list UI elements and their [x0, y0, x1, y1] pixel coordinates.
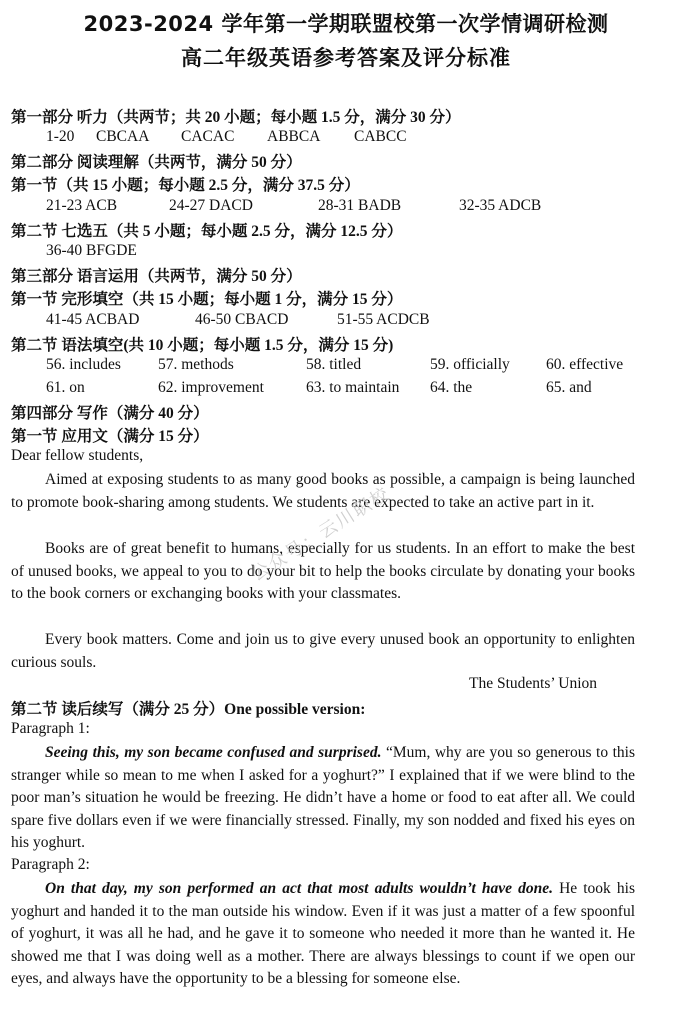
- continuation-paragraph-1: Seeing this, my son became confused and surprised. “Mum, why are you so generous to this stranger while so mean to me when I asked for a yoghurt?” I explained that if we were blind to the poor man’s situation he would be freezing. He didn’t have a home or food to eat after all. We could spare five dollars even if we were financially stressed. Finally, my son nodded and fixed his eyes on his yoghurt.: [11, 744, 635, 852]
- letter-signature: The Students’ Union: [469, 675, 598, 692]
- grammar-answer: 64. the: [430, 379, 473, 396]
- part4-section2-heading: 第二节 读后续写（满分 25 分）One possible version:: [11, 701, 366, 718]
- watermark: 公众号：云川职校: [247, 482, 395, 586]
- grammar-answer: 58. titled: [306, 356, 362, 373]
- part1-answer-group: CBCAA: [96, 128, 150, 145]
- part2-answer-group: 21-23 ACB: [46, 197, 118, 214]
- document-subtitle: 高二年级英语参考答案及评分标准: [181, 46, 511, 70]
- part2-section2-heading: 第二节 七选五（共 5 小题；每小题 2.5 分，满分 12.5 分）: [11, 223, 403, 240]
- part1-range: 1-20: [46, 128, 75, 145]
- part3-answer-group: 46-50 CBACD: [195, 311, 289, 328]
- part1-answer-group: CABCC: [354, 128, 407, 145]
- grammar-answer: 62. improvement: [158, 379, 264, 396]
- grammar-answer: 59. officially: [430, 356, 510, 373]
- part2-section1-heading: 第一节（共 15 小题；每小题 2.5 分，满分 37.5 分）: [11, 177, 360, 194]
- part1-answer-group: ABBCA: [267, 128, 321, 145]
- paragraph1-label: Paragraph 1:: [11, 720, 90, 737]
- part2-answer-group: 24-27 DACD: [169, 197, 253, 214]
- document-title: 2023-2024 学年第一学期联盟校第一次学情调研检测: [83, 12, 609, 36]
- part1-heading: 第一部分 听力（共两节；共 20 小题；每小题 1.5 分，满分 30 分）: [11, 109, 461, 126]
- part2-heading: 第二部分 阅读理解（共两节，满分 50 分）: [11, 154, 302, 171]
- grammar-answer: 60. effective: [546, 356, 624, 373]
- part1-answer-group: CACAC: [181, 128, 235, 145]
- letter-paragraph: Every book matters. Come and join us to give every unused book an opportunity to enlighten curious souls.: [11, 631, 635, 671]
- part4-section1-heading: 第一节 应用文（满分 15 分）: [11, 428, 209, 445]
- part2-answer-group: 36-40 BFGDE: [46, 242, 137, 259]
- grammar-answer: 63. to maintain: [306, 379, 400, 396]
- part4-heading: 第四部分 写作（满分 40 分）: [11, 405, 209, 422]
- continuation-paragraph-2: On that day, my son performed an act that most adults wouldn’t have done. He took his yoghurt and handed it to the man outside his window. Even if it was just a matter of a few spoonful of yoghurt, it was all he had, and he gave it to someone who needed it more than he wanted it. He showed me that I was doing well as a mother. There are always blessings to count if we open our eyes, and always have the opportunity to be a blessing for someone else.: [11, 880, 636, 988]
- letter-paragraph: Aimed at exposing students to as many good books as possible, a campaign is being launched to promote book-sharing among students. We students are expected to take an active part in it.: [11, 471, 635, 511]
- grammar-answer: 56. includes: [46, 356, 121, 373]
- part3-answer-group: 41-45 ACBAD: [46, 311, 140, 328]
- part2-answer-group: 32-35 ADCB: [459, 197, 542, 214]
- part2-answer-group: 28-31 BADB: [318, 197, 402, 214]
- part3-section2-heading: 第二节 语法填空(共 10 小题；每小题 1.5 分，满分 15 分): [11, 337, 394, 354]
- part3-answer-group: 51-55 ACDCB: [337, 311, 430, 328]
- grammar-answer: 57. methods: [158, 356, 234, 373]
- letter-greeting: Dear fellow students,: [11, 447, 144, 464]
- part3-section1-heading: 第一节 完形填空（共 15 小题；每小题 1 分，满分 15 分）: [11, 291, 403, 308]
- grammar-answer: 61. on: [46, 379, 85, 396]
- letter-paragraph: Books are of great benefit to humans, especially for us students. In an effort to make the best of unused books, we appeal to you to do your bit to help the books circulate by donating your books to the book corners or exchanging books with your classmates.: [11, 540, 635, 603]
- paragraph2-label: Paragraph 2:: [11, 856, 90, 873]
- grammar-answer: 65. and: [546, 379, 592, 396]
- part3-heading: 第三部分 语言运用（共两节，满分 50 分）: [11, 268, 302, 285]
